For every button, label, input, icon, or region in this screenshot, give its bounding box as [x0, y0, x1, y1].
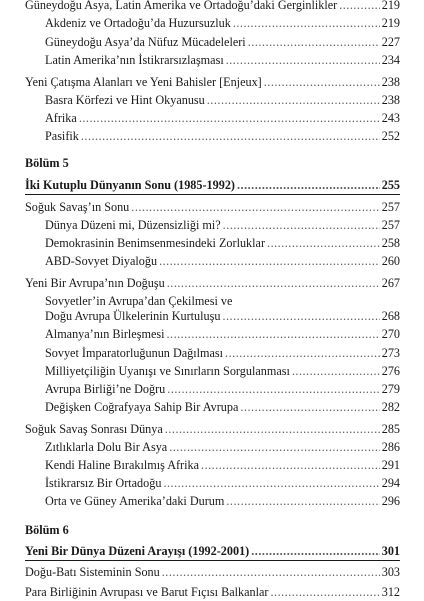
toc-entry	[25, 0, 400, 14]
toc-entry-title: Dünya Düzeni mi, Düzensizliği mi?	[45, 218, 221, 232]
toc-entry	[45, 127, 400, 145]
toc-entry-title: Sovyetler’in Avrupa’dan Çekilmesi ve	[45, 294, 233, 308]
toc-entry	[25, 198, 400, 216]
toc-entry	[45, 51, 400, 69]
toc-entry-page: 219	[381, 0, 400, 12]
toc-entry-title: Avrupa Birliği’ne Doğru	[45, 382, 166, 396]
chapter-title-entry	[25, 542, 400, 560]
toc-entry	[45, 109, 400, 127]
toc-entry-title: Para Birliğinin Avrupası ve Barut Fıçısı Balkanlar	[25, 585, 269, 599]
toc-entry-page: 286	[381, 440, 400, 454]
toc-entry-title: Yeni Çatışma Alanları ve Yeni Bahisler [Enjeux]	[25, 75, 262, 89]
toc-entry	[45, 91, 400, 109]
toc-entry-page: 268	[381, 309, 400, 323]
toc-entry-page: 279	[381, 382, 400, 396]
toc-entry-title: ABD-Sovyet Diyaloğu	[45, 254, 158, 268]
toc-entry-page: 238	[381, 75, 400, 89]
toc-entry	[45, 398, 400, 416]
toc-entry	[45, 325, 400, 343]
toc-entry-title: Doğu-Batı Sisteminin Sonu	[25, 565, 160, 579]
divider	[25, 194, 400, 195]
divider	[25, 560, 400, 561]
toc-entry	[45, 380, 400, 398]
toc-entry-page: 238	[381, 93, 400, 107]
toc-entry-title: Soğuk Savaş’ın Sonu	[25, 200, 130, 214]
toc-entry-title: Pasifik	[45, 129, 79, 143]
toc-entry-title: Latin Amerika’nın İstikrarsızlaşması	[45, 53, 224, 67]
toc-entry-title: İstikrarsız Bir Ortadoğu	[45, 476, 162, 490]
toc-entry	[45, 362, 400, 380]
toc-entry-title: Orta ve Güney Amerika’daki Durum	[45, 494, 225, 508]
toc-entry-title: Basra Körfezi ve Hint Okyanusu	[45, 93, 205, 107]
toc-entry-page: 303	[381, 565, 400, 579]
toc-entry	[45, 307, 400, 325]
toc-entry-title: Akdeniz ve Ortadoğu’da Huzursuzluk	[45, 16, 231, 30]
toc-entry-page: 296	[381, 494, 400, 508]
toc-entry-page: 267	[381, 276, 400, 290]
toc-entry-page: 257	[381, 218, 400, 232]
toc-entry-page: 252	[381, 129, 400, 143]
toc-entry-page: 227	[381, 35, 400, 49]
toc-entry-page: 257	[381, 200, 400, 214]
toc-entry-page: 291	[381, 458, 400, 472]
toc-entry-page: 260	[381, 254, 400, 268]
toc-entry-page: 276	[381, 364, 400, 378]
toc-entry-page: 234	[381, 53, 400, 67]
toc-entry	[45, 33, 400, 51]
toc-entry-title: Yeni Bir Avrupa’nın Doğuşu	[25, 276, 165, 290]
chapter-page: 255	[381, 178, 400, 192]
chapter-title: Yeni Bir Dünya Düzeni Arayışı (1992-2001)	[25, 544, 250, 558]
toc-entry	[45, 474, 400, 492]
toc-entry-page: 285	[381, 422, 400, 436]
toc-entry	[45, 456, 400, 474]
chapter-label: Bölüm 5	[25, 156, 69, 170]
toc-entry-page: 219	[381, 16, 400, 30]
toc-entry	[25, 274, 400, 292]
toc-entry	[45, 14, 400, 32]
toc-entry-title: Değişken Coğrafyaya Sahip Bir Avrupa	[45, 400, 239, 414]
toc-entry-title: Kendi Haline Bırakılmış Afrika	[45, 458, 200, 472]
toc-entry	[45, 216, 400, 234]
toc-entry	[45, 492, 400, 510]
toc-entry-title: Afrika	[45, 111, 77, 125]
toc-entry-title: Demokrasinin Benimsenmesindeki Zorluklar	[45, 236, 266, 250]
toc-entry	[45, 252, 400, 270]
toc-entry-page: 282	[381, 400, 400, 414]
toc-entry-page: 243	[381, 111, 400, 125]
toc-entry	[45, 344, 400, 362]
toc-entry	[25, 563, 400, 581]
toc-entry-title: Doğu Avrupa Ülkelerinin Kurtuluşu	[45, 309, 221, 323]
toc-entry-title: Güneydoğu Asya’da Nüfuz Mücadeleleri	[45, 35, 246, 49]
toc-entry-page: 258	[381, 236, 400, 250]
toc-entry-page: 273	[381, 346, 400, 360]
toc-entry	[25, 420, 400, 438]
toc-entry-page: 312	[381, 585, 400, 599]
toc-entry-title: Almanya’nın Birleşmesi	[45, 327, 165, 341]
chapter-page: 301	[381, 544, 400, 558]
toc-entry-title: Zıtlıklarla Dolu Bir Asya	[45, 440, 168, 454]
chapter-title-entry	[25, 176, 400, 194]
chapter-label: Bölüm 6	[25, 523, 69, 537]
toc-entry-title: Sovyet İmparatorluğunun Dağılması	[45, 346, 224, 360]
toc-entry-page: 294	[381, 476, 400, 490]
toc-entry	[25, 73, 400, 91]
toc-entry-title: Milliyetçiliğin Uyanışı ve Sınırların Sorgulanması	[45, 364, 290, 378]
toc-entry-title: Soğuk Savaş Sonrası Dünya	[25, 422, 163, 436]
toc-entry-page: 270	[381, 327, 400, 341]
toc-entry	[25, 583, 400, 601]
chapter-title: İki Kutuplu Dünyanın Sonu (1985-1992)	[25, 178, 235, 192]
toc-entry	[45, 438, 400, 456]
toc-entry	[45, 234, 400, 252]
toc-entry-title: Güneydoğu Asya, Latin Amerika ve Ortadoğu’daki Gerginlikler	[25, 0, 338, 12]
